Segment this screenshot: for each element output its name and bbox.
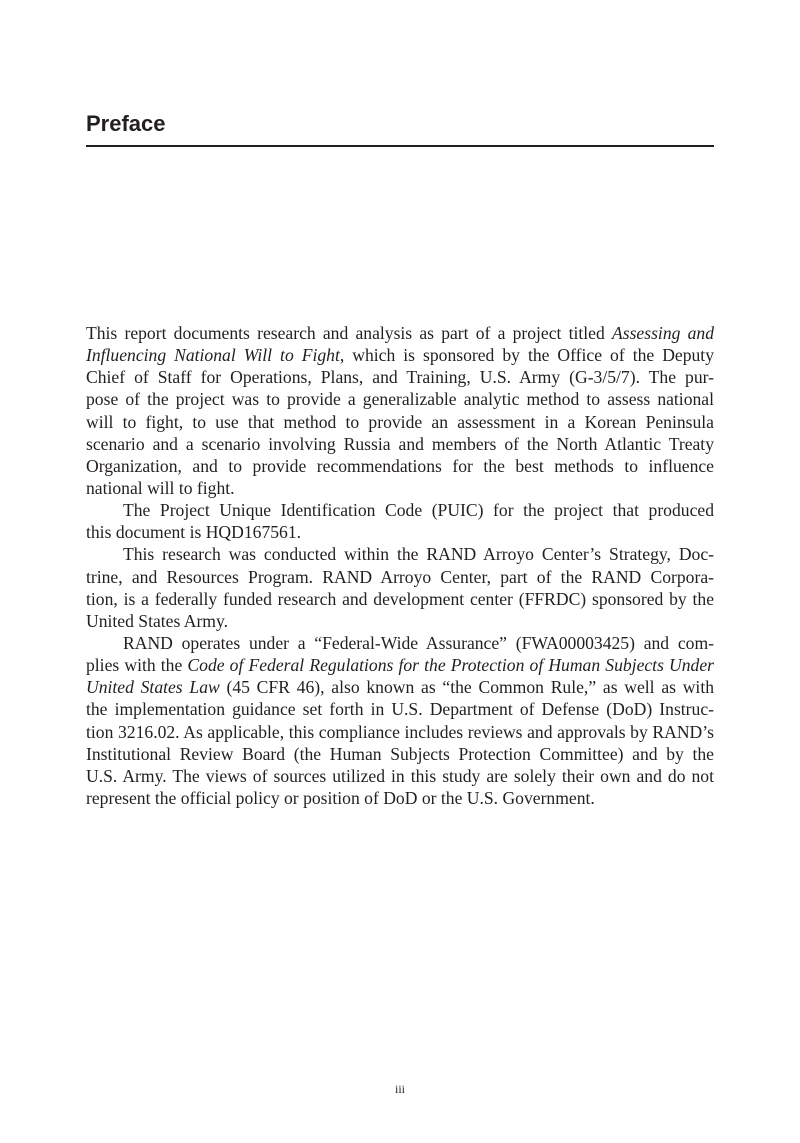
text-run: , which is sponsored by the Office of the Deputy — [339, 345, 714, 366]
text-line: will to fight, to use that method to provide an assessment in a Korean Peninsula — [86, 411, 714, 432]
paragraph — [86, 543, 714, 632]
text-run: (45 CFR 46), also known as “the Common Rule,” as well as with — [219, 677, 715, 698]
text-line: trine, and Resources Program. RAND Arroyo Center, part of the RAND Corpora- — [86, 566, 714, 587]
text-line: the implementation guidance set forth in U.S. Department of Defense (DoD) Instruc- — [86, 699, 714, 720]
text-run: This report documents research and analysis as part of a project titled — [86, 323, 612, 343]
text-line — [86, 344, 714, 366]
text-line: national will to fight. — [86, 477, 235, 498]
text-line: Institutional Review Board (the Human Subjects Protection Committee) and by the — [86, 743, 714, 764]
heading-rule — [86, 145, 714, 147]
preface-body — [86, 322, 714, 809]
text-line — [86, 322, 714, 344]
text-line: United States Army. — [86, 610, 229, 631]
text-line: represent the official policy or position of DoD or the U.S. Government. — [86, 787, 595, 808]
text-run: plies with the — [86, 655, 188, 676]
text-line: This research was conducted within the RAND Arroyo Center’s Strategy, Doc- — [123, 544, 714, 565]
text-line: pose of the project was to provide a generalizable analytic method to assess national — [86, 389, 714, 410]
text-line: this document is HQD167561. — [86, 522, 302, 543]
text-line: tion, is a federally funded research and development center (FFRDC) sponsored by the — [86, 588, 714, 609]
text-line: Chief of Staff for Operations, Plans, and Training, U.S. Army (G-3/5/7). The pur- — [86, 367, 714, 388]
text-line: tion 3216.02. As applicable, this compliance includes reviews and approvals by RAND’s — [86, 721, 714, 742]
text-line: Organization, and to provide recommendations for the best methods to influence — [86, 455, 714, 476]
italic-title: United States Law — [86, 677, 220, 698]
text-line — [86, 676, 714, 698]
text-line: U.S. Army. The views of sources utilized in this study are solely their own and do not — [86, 765, 714, 786]
preface-heading: Preface — [86, 111, 166, 136]
page-number: iii — [394, 1082, 405, 1096]
italic-title: Assessing and — [611, 323, 714, 343]
text-line: RAND operates under a “Federal-Wide Assurance” (FWA00003425) and com- — [123, 632, 714, 653]
text-line — [86, 654, 714, 676]
paragraph — [86, 499, 714, 543]
paragraph — [86, 632, 714, 809]
paragraph — [86, 322, 714, 499]
italic-title: Code of Federal Regulations for the Protection of Human Subjects Under — [187, 655, 715, 676]
text-line: scenario and a scenario involving Russia and members of the North Atlantic Treaty — [86, 433, 714, 454]
italic-title: Influencing National Will to Fight — [86, 345, 340, 366]
text-line: The Project Unique Identification Code (PUIC) for the project that produced — [123, 500, 714, 521]
